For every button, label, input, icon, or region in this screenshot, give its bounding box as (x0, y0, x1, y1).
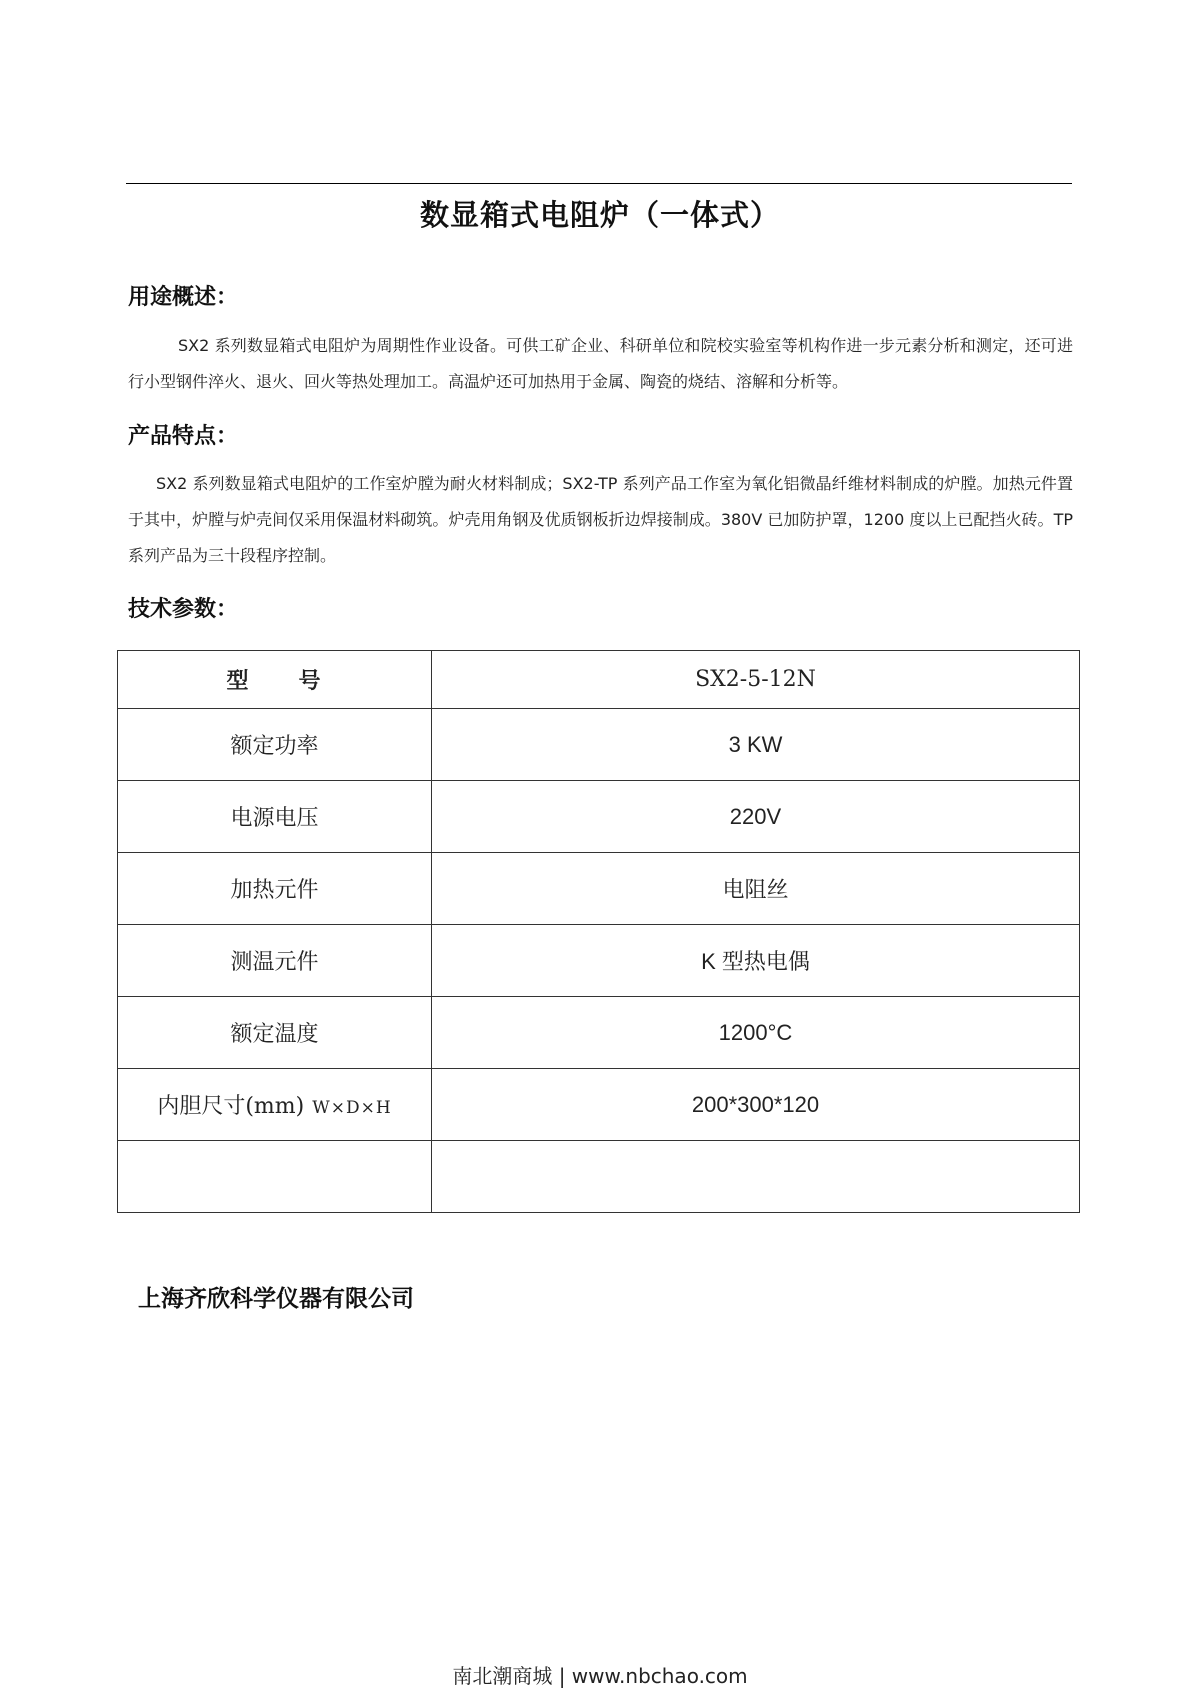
table-row-empty (118, 1141, 1080, 1213)
spec-value: 220V (432, 781, 1080, 853)
spec-value: 3 KW (432, 709, 1080, 781)
document-title: 数显箱式电阻炉（一体式） (419, 198, 780, 232)
spec-label-suffix: W×D×H (312, 1098, 392, 1118)
spec-label: 电源电压 (118, 781, 432, 853)
spec-label: 额定温度 (118, 997, 432, 1069)
spec-label-cell (118, 1069, 432, 1141)
table-row (118, 925, 1080, 997)
spec-label: 加热元件 (118, 853, 432, 925)
spec-value: 200*300*120 (432, 1069, 1080, 1141)
company-name: 上海齐欣科学仪器有限公司 (138, 1286, 414, 1312)
spec-table (117, 650, 1080, 1213)
spec-value (432, 1141, 1080, 1213)
features-heading: 产品特点： (128, 424, 239, 449)
table-row (118, 709, 1080, 781)
usage-paragraph: SX2 系列数显箱式电阻炉为周期性作业设备。可供工矿企业、科研单位和院校实验室等机构作进一步元素分析和测定，还可进行小型钢件淬火、退火、回火等热处理加工。高温炉还可加热用于金属、陶瓷的烧结、溶解和分析等。 (128, 336, 1073, 391)
footer-site-link[interactable]: 南北潮商城 | www.nbchao.com (452, 1664, 748, 1688)
spec-label (118, 1141, 432, 1213)
table-row (118, 1069, 1080, 1141)
table-row (118, 997, 1080, 1069)
spec-label: 额定功率 (118, 709, 432, 781)
table-header-row (118, 651, 1080, 709)
table-row (118, 781, 1080, 853)
model-label: 型 号 (118, 651, 432, 709)
top-divider (126, 183, 1072, 184)
spec-label: 内胆尺寸(mm) (157, 1094, 305, 1119)
table-row (118, 853, 1080, 925)
spec-value: 电阻丝 (432, 853, 1080, 925)
model-value: SX2-5-12N (432, 651, 1080, 709)
spec-value: K 型热电偶 (432, 925, 1080, 997)
usage-heading: 用途概述： (128, 285, 239, 310)
spec-value: 1200°C (432, 997, 1080, 1069)
specs-heading: 技术参数： (128, 597, 239, 622)
spec-label: 测温元件 (118, 925, 432, 997)
features-paragraph: SX2 系列数显箱式电阻炉的工作室炉膛为耐火材料制成；SX2-TP 系列产品工作室为氧化铝微晶纤维材料制成的炉膛。加热元件置于其中，炉膛与炉壳间仅采用保温材料砌筑。炉壳用角钢及优质钢板折边焊接制成。380V 已加防护罩，1200 度以上已配挡火砖。TP 系列产品为三十段程序控制。 (128, 474, 1073, 565)
